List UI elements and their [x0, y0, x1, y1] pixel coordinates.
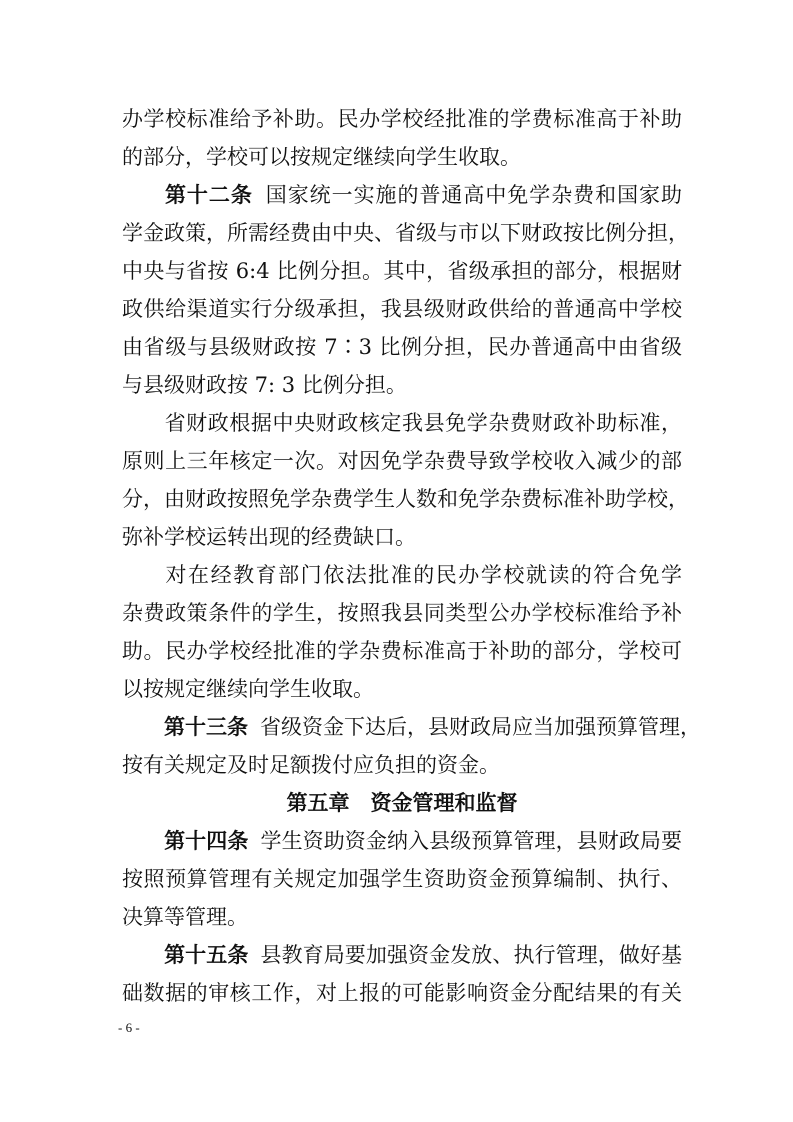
body-line: 原则上三年核定一次。对因免学杂费导致学校收入减少的部: [122, 449, 682, 473]
article-12-line: 第十二条 国家统一实施的普通高中免学杂费和国家助: [164, 183, 683, 207]
article-12-heading: 第十二条: [164, 183, 253, 207]
body-line: 政供给渠道实行分级承担，我县级财政供给的普通高中学校: [122, 297, 682, 321]
body-line: 的部分，学校可以按规定继续向学生收取。: [122, 145, 521, 169]
body-line: 杂费政策条件的学生，按照我县同类型公办学校标准给予补: [122, 601, 682, 625]
body-line: 学金政策，所需经费由中央、省级与市以下财政按比例分担，: [122, 221, 689, 245]
body-line: 决算等管理。: [122, 905, 248, 929]
article-13-line: 第十三条 省级资金下达后，县财政局应当加强预算管理，: [164, 715, 701, 739]
body-line: 以按规定继续向学生收取。: [122, 677, 374, 701]
body-line: 办学校标准给予补助。民办学校经批准的学费标准高于补助: [122, 107, 682, 131]
page-number: - 6 -: [118, 1020, 140, 1035]
article-14-heading: 第十四条: [164, 829, 249, 853]
article-13-heading: 第十三条: [164, 715, 248, 739]
body-line: 对在经教育部门依法批准的民办学校就读的符合免学: [164, 563, 682, 587]
body-line: 按有关规定及时足额拨付应负担的资金。: [122, 753, 500, 777]
article-15-heading: 第十五条: [164, 943, 249, 967]
body-line: 按照预算管理有关规定加强学生资助资金预算编制、执行、: [122, 867, 682, 891]
body-line: 助。民办学校经批准的学杂费标准高于补助的部分，学校可: [122, 639, 682, 663]
body-line: 弥补学校运转出现的经费缺口。: [122, 525, 416, 549]
body-line: 与县级财政按 7: 3 比例分担。: [122, 373, 407, 397]
body-line: 分，由财政按照免学杂费学生人数和免学杂费标准补助学校，: [122, 487, 689, 511]
body-line: 础数据的审核工作，对上报的可能影响资金分配结果的有关: [122, 981, 682, 1005]
chapter-heading: 第五章 资金管理和监督: [286, 791, 518, 815]
body-line: 省财政根据中央财政核定我县免学杂费财政补助标准，: [164, 411, 682, 435]
body-line: 中央与省按 6:4 比例分担。其中，省级承担的部分，根据财: [122, 259, 682, 283]
article-14-line: 第十四条 学生资助资金纳入县级预算管理，县财政局要: [164, 829, 683, 853]
body-line: 由省级与县级财政按 7∶3 比例分担，民办普通高中由省级: [122, 335, 682, 359]
article-15-line: 第十五条 县教育局要加强资金发放、执行管理，做好基: [164, 943, 683, 967]
